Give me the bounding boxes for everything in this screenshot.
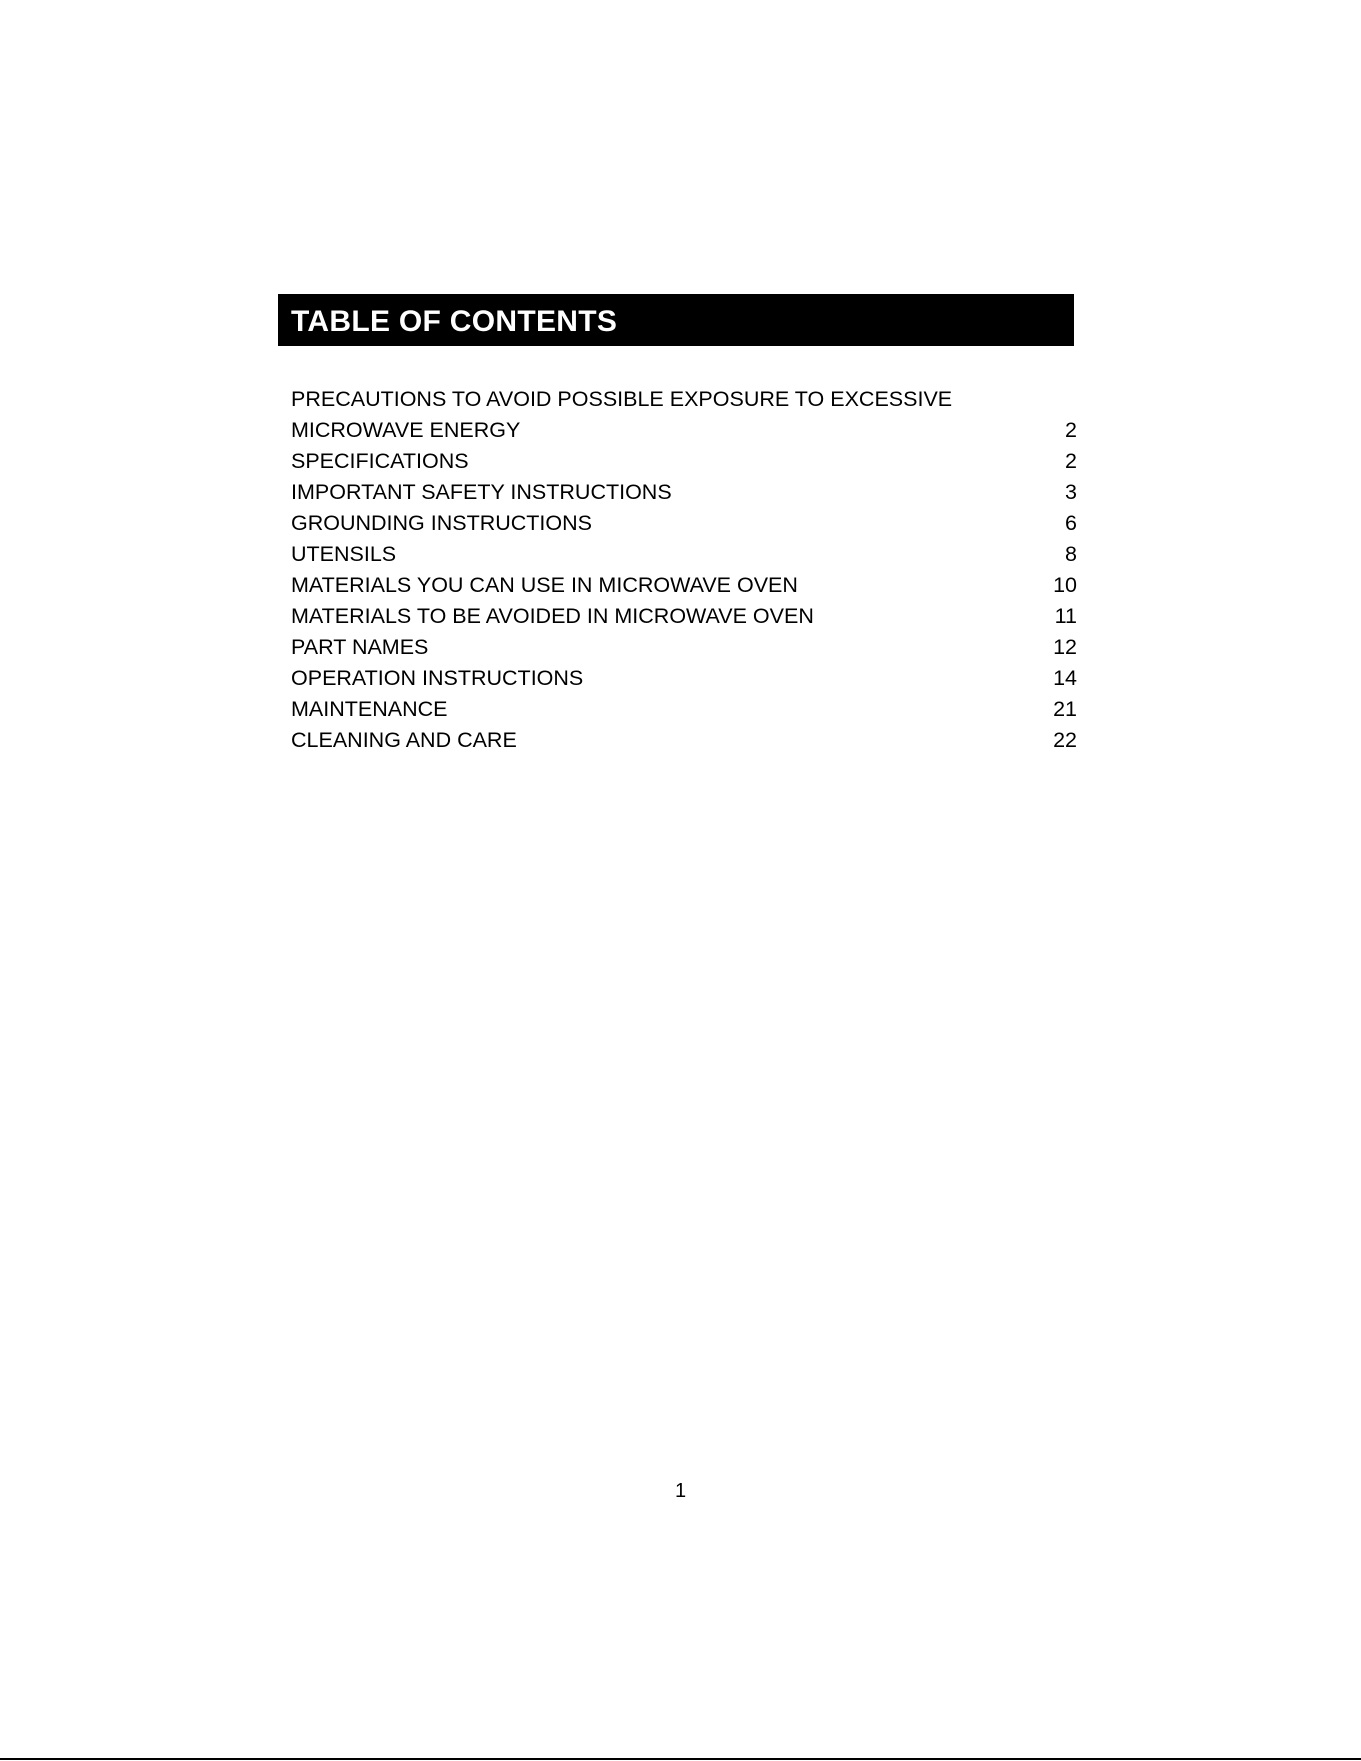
toc-entry-part-names[interactable] [291,632,1077,663]
toc-entry-title: UTENSILS [291,542,397,566]
toc-entry-title: CLEANING AND CARE [291,728,517,752]
toc-entry-page: 6 [1065,511,1077,535]
toc-entry-maintenance[interactable] [291,694,1077,725]
toc-entry-title: PART NAMES [291,635,429,659]
toc-entry-page: 2 [1065,449,1077,473]
toc-entry-page: 12 [1053,635,1077,659]
bottom-divider [0,1758,1361,1760]
toc-header-bar [278,294,1074,346]
toc-entry-safety-instructions[interactable] [291,477,1077,508]
toc-entry-precautions[interactable] [291,384,1077,415]
toc-entry-utensils[interactable] [291,539,1077,570]
toc-entry-materials-can-use[interactable] [291,570,1077,601]
toc-entry-grounding-instructions[interactable] [291,508,1077,539]
toc-entry-specifications[interactable] [291,446,1077,477]
toc-entry-page: 3 [1065,480,1077,504]
toc-entry-page: 11 [1054,604,1077,628]
toc-entry-page: 21 [1053,697,1077,721]
toc-entry-title: MAINTENANCE [291,697,448,721]
toc-entry-title: IMPORTANT SAFETY INSTRUCTIONS [291,480,672,504]
toc-entry-title: OPERATION INSTRUCTIONS [291,666,584,690]
toc-entry-page: 14 [1053,666,1077,690]
toc-entry-microwave-energy[interactable] [291,415,1077,446]
toc-entry-materials-avoided[interactable] [291,601,1077,632]
toc-entry-page: 22 [1053,728,1077,752]
toc-entry-title: SPECIFICATIONS [291,449,469,473]
toc-entry-title: PRECAUTIONS TO AVOID POSSIBLE EXPOSURE TO EXCESSIVE [291,387,953,411]
toc-entry-cleaning-and-care[interactable] [291,725,1077,756]
toc-entry-title: MATERIALS TO BE AVOIDED IN MICROWAVE OVEN [291,604,814,628]
page-title: TABLE OF CONTENTS [291,305,618,338]
toc-entry-title: MICROWAVE ENERGY [291,418,521,442]
toc-entry-operation-instructions[interactable] [291,663,1077,694]
toc-entry-title: GROUNDING INSTRUCTIONS [291,511,592,535]
page-number: 1 [674,1480,687,1502]
toc-entry-page: 2 [1065,418,1077,442]
toc-entry-page: 10 [1053,573,1077,597]
toc-list [291,384,1077,756]
toc-entry-title: MATERIALS YOU CAN USE IN MICROWAVE OVEN [291,573,798,597]
toc-entry-page: 8 [1065,542,1077,566]
